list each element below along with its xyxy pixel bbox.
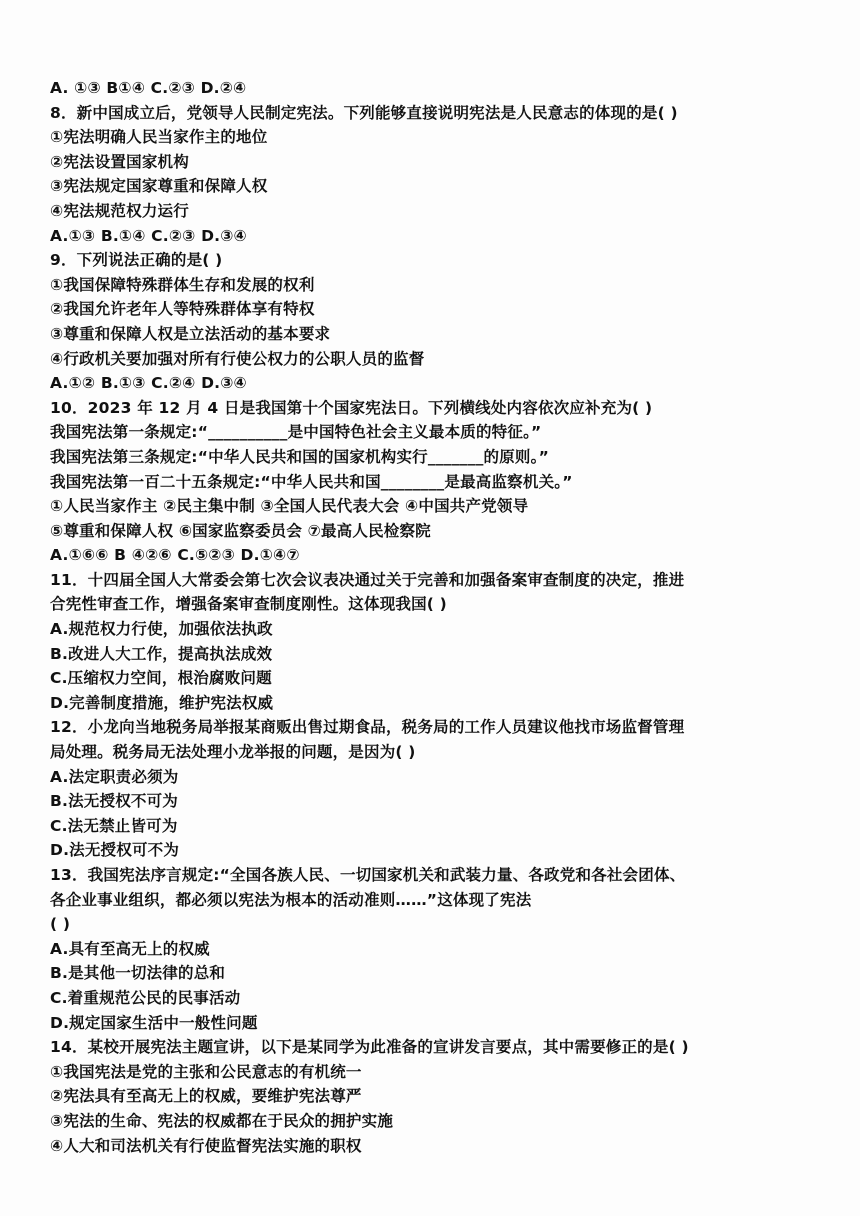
- question-8-options: A.①③ B.①④ C.②③ D.③④: [50, 226, 247, 245]
- question-10-choices-row-1: ①人民当家作主 ②民主集中制 ③全国人民代表大会 ④中国共产党领导: [50, 497, 529, 516]
- question-10-blank-3: 我国宪法第一百二十五条规定:“中华人民共和国________是最高监察机关。”: [50, 472, 573, 491]
- question-10-stem: 10．2023 年 12 月 4 日是我国第十个国家宪法日。下列横线处内容依次应补充为( ): [50, 398, 653, 417]
- question-8-item-1: ①宪法明确人民当家作主的地位: [50, 128, 268, 147]
- question-13-answer-bracket: ( ): [50, 915, 71, 934]
- question-10-blank-1: 我国宪法第一条规定:“__________是中国特色社会主义最本质的特征。”: [50, 423, 542, 442]
- question-13-option-c: C.着重规范公民的民事活动: [50, 988, 241, 1007]
- question-10-choices-row-2: ⑤尊重和保障人权 ⑥国家监察委员会 ⑦最高人民检察院: [50, 521, 431, 540]
- answer-options-q7: A. ①③ B①④ C.②③ D.②④: [50, 79, 247, 97]
- question-14-item-3: ③宪法的生命、宪法的权威都在于民众的拥护实施: [50, 1111, 394, 1130]
- question-11-option-d: D.完善制度措施，维护宪法权威: [50, 693, 274, 712]
- question-14-stem: 14．某校开展宪法主题宣讲，以下是某同学为此准备的宣讲发言要点，其中需要修正的是( ): [50, 1038, 689, 1057]
- question-10-options: A.①⑥⑥ B ④②⑥ C.⑤②③ D.①④⑦: [50, 546, 300, 565]
- question-11-option-b: B.改进人大工作，提高执法成效: [50, 644, 273, 663]
- question-13-stem-line-2: 各企业事业组织，都必须以宪法为根本的活动准则……”这体现了宪法: [50, 890, 532, 909]
- question-12-option-c: C.法无禁止皆可为: [50, 816, 178, 835]
- question-content: [50, 76, 810, 1158]
- question-12-option-a: A.法定职责必须为: [50, 767, 179, 786]
- question-11-option-a: A.规范权力行使，加强依法执政: [50, 620, 273, 639]
- question-12-option-d: D.法无授权可不为: [50, 841, 180, 860]
- question-9-item-1: ①我国保障特殊群体生存和发展的权利: [50, 275, 315, 294]
- question-9-item-3: ③尊重和保障人权是立法活动的基本要求: [50, 324, 331, 343]
- question-10-blank-2: 我国宪法第三条规定:“中华人民共和国的国家机构实行_______的原则。”: [50, 447, 549, 466]
- question-11-option-c: C.压缩权力空间，根治腐败问题: [50, 669, 272, 688]
- question-14-item-4: ④人大和司法机关有行使监督宪法实施的职权: [50, 1136, 362, 1155]
- question-9-item-2: ②我国允许老年人等特殊群体享有特权: [50, 300, 315, 319]
- question-14-item-1: ①我国宪法是党的主张和公民意志的有机统一: [50, 1062, 362, 1081]
- question-8-item-3: ③宪法规定国家尊重和保障人权: [50, 177, 268, 196]
- question-13-option-b: B.是其他一切法律的总和: [50, 964, 226, 983]
- question-9-stem: 9．下列说法正确的是( ): [50, 251, 223, 270]
- question-9-options: A.①② B.①③ C.②④ D.③④: [50, 374, 247, 393]
- question-11-stem-line-1: 11．十四届全国人大常委会第七次会议表决通过关于完善和加强备案审查制度的决定，推进: [50, 570, 685, 589]
- question-8-stem: 8．新中国成立后，党领导人民制定宪法。下列能够直接说明宪法是人民意志的体现的是( ): [50, 103, 678, 122]
- question-8-item-2: ②宪法设置国家机构: [50, 152, 189, 171]
- question-9-item-4: ④行政机关要加强对所有行使公权力的公职人员的监督: [50, 349, 425, 368]
- question-12-stem-line-2: 局处理。税务局无法处理小龙举报的问题，是因为( ): [50, 743, 416, 762]
- question-12-option-b: B.法无授权不可为: [50, 792, 179, 811]
- question-13-option-a: A.具有至高无上的权威: [50, 939, 210, 958]
- question-13-option-d: D.规定国家生活中一般性问题: [50, 1013, 258, 1032]
- question-12-stem-line-1: 12．小龙向当地税务局举报某商贩出售过期食品，税务局的工作人员建议他找市场监督管理: [50, 718, 685, 737]
- question-13-stem-line-1: 13．我国宪法序言规定:“全国各族人民、一切国家机关和武装力量、各政党和各社会团体、: [50, 866, 686, 884]
- question-14-item-2: ②宪法具有至高无上的权威，要维护宪法尊严: [50, 1087, 362, 1106]
- question-8-item-4: ④宪法规范权力运行: [50, 201, 189, 220]
- question-11-stem-line-2: 合宪性审查工作，增强备案审查制度刚性。这体现我国( ): [50, 595, 447, 614]
